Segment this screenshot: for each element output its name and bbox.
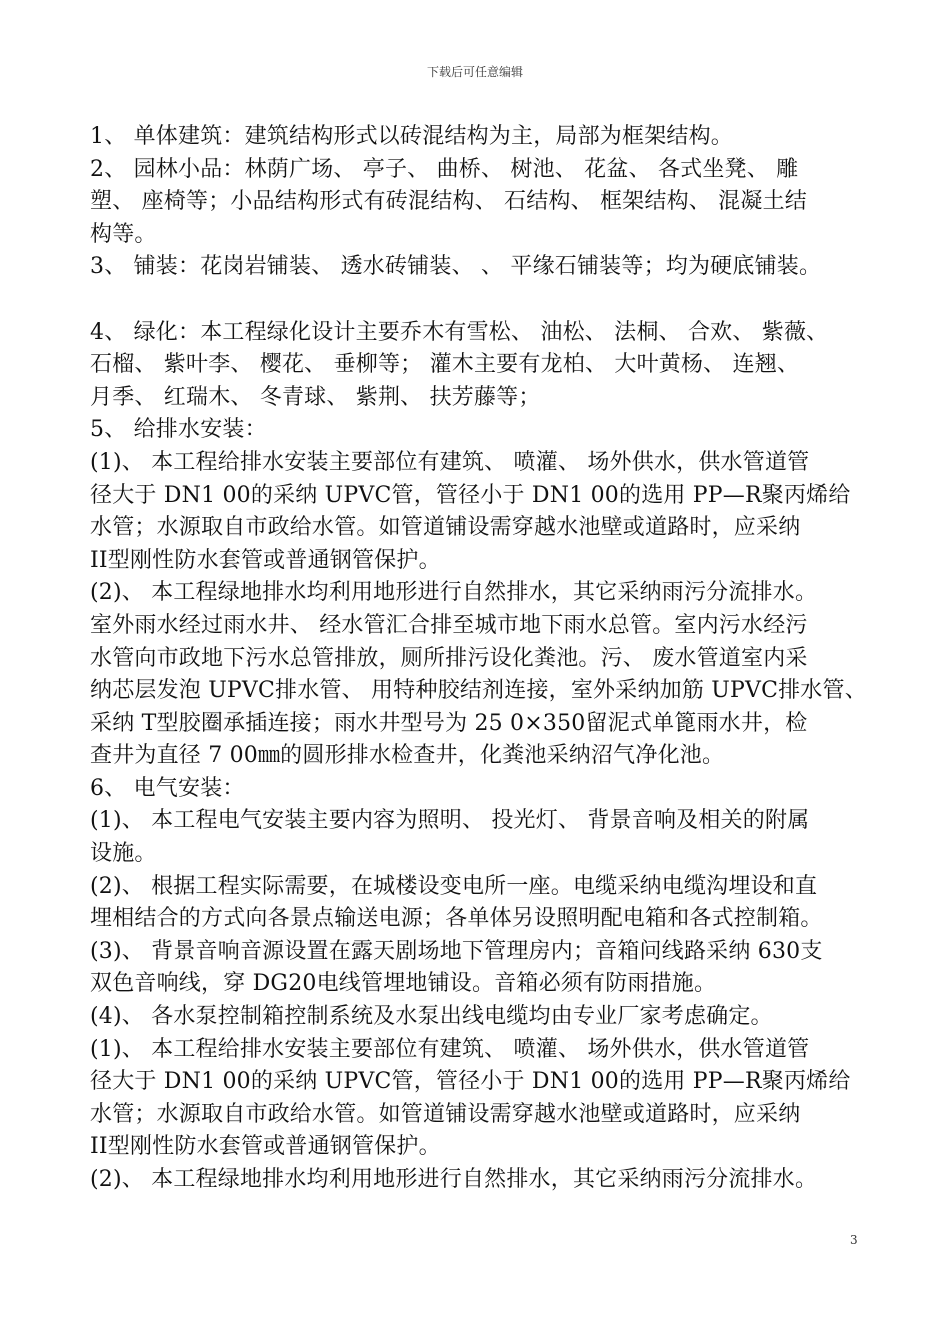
text-line: 6、 电气安装： [90,775,245,801]
text-line: II型刚性防水套管或普通钢管保护。 [90,1134,441,1160]
text-line: (3)、 背景音响音源设置在露天剧场地下管理房内；音箱问线路采纳 630支 [90,938,823,964]
text-line: (1)、 本工程电气安装主要内容为照明、 投光灯、 背景音响及相关的附属 [90,808,810,834]
blank-line [90,284,880,317]
text-line: 水管；水源取自市政给水管。如管道铺设需穿越水池壁或道路时，应采纳 [90,1101,801,1127]
text-line: 4、 绿化：本工程绿化设计主要乔木有雪松、 油松、 法桐、 合欢、 紫薇、 [90,319,829,345]
text-line: (1)、 本工程给排水安装主要部位有建筑、 喷灌、 场外供水，供水管道管 [90,449,810,475]
text-line: (2)、 根据工程实际需要，在城楼设变电所一座。电缆采纳电缆沟埋设和直 [90,873,818,899]
text-line: 石榴、 紫叶李、 樱花、 垂柳等； 灌木主要有龙柏、 大叶黄杨、 连翘、 [90,352,800,378]
text-line: 径大于 DN1 00的采纳 UPVC管，管径小于 DN1 00的选用 PP—R聚丙烯给 [90,482,851,508]
text-line: 径大于 DN1 00的采纳 UPVC管，管径小于 DN1 00的选用 PP—R聚丙烯给 [90,1069,851,1095]
text-line: 水管；水源取自市政给水管。如管道铺设需穿越水池壁或道路时，应采纳 [90,515,801,541]
text-line: 3、 铺装：花岗岩铺装、 透水砖铺装、 、 平缘石铺装等；均为硬底铺装。 [90,254,822,280]
text-line: (2)、 本工程绿地排水均利用地形进行自然排水，其它采纳雨污分流排水。 [90,580,818,606]
text-line: 构等。 [90,221,157,247]
text-line: 水管向市政地下污水总管排放，厕所排污设化粪池。污、 废水管道室内采 [90,645,808,671]
text-line: 采纳 T型胶圈承插连接；雨水井型号为 25 0×350留泥式单篦雨水井，检 [90,710,808,736]
text-line: 查井为直径 7 00㎜的圆形排水检查井，化粪池采纳沼气净化池。 [90,743,725,769]
text-line: (2)、 本工程绿地排水均利用地形进行自然排水，其它采纳雨污分流排水。 [90,1167,818,1192]
document-body [90,121,880,1197]
text-line: 室外雨水经过雨水井、 经水管汇合排至城市地下雨水总管。室内污水经污 [90,612,808,638]
text-line: (4)、 各水泵控制箱控制系统及水泵出线电缆均由专业厂家考虑确定。 [90,1004,773,1030]
page-header: 下载后可任意编辑 [426,65,523,79]
text-line: 纳芯层发泡 UPVC排水管、 用特种胶结剂连接，室外采纳加筋 UPVC排水管、 [90,678,867,704]
text-line: 2、 园林小品：林荫广场、 亭子、 曲桥、 树池、 花盆、 各式坐凳、 雕 [90,156,799,182]
text-line: 埋相结合的方式向各景点输送电源；各单体另设照明配电箱和各式控制箱。 [90,906,823,932]
text-line: (1)、 本工程给排水安装主要部位有建筑、 喷灌、 场外供水，供水管道管 [90,1036,810,1062]
text-line: 塑、 座椅等；小品结构形式有砖混结构、 石结构、 框架结构、 混凝土结 [90,189,807,215]
text-line: 1、 单体建筑：建筑结构形式以砖混结构为主，局部为框架结构。 [90,124,733,149]
text-line: 5、 给排水安装： [90,417,267,443]
text-line: 设施。 [90,841,157,867]
text-line: 月季、 红瑞木、 冬青球、 紫荆、 扶芳藤等； [90,384,541,410]
page-number: 3 [850,1233,858,1247]
text-line: II型刚性防水套管或普通钢管保护。 [90,547,441,573]
text-line: 双色音响线，穿 DG20电线管埋地铺设。音箱必须有防雨措施。 [90,971,717,997]
